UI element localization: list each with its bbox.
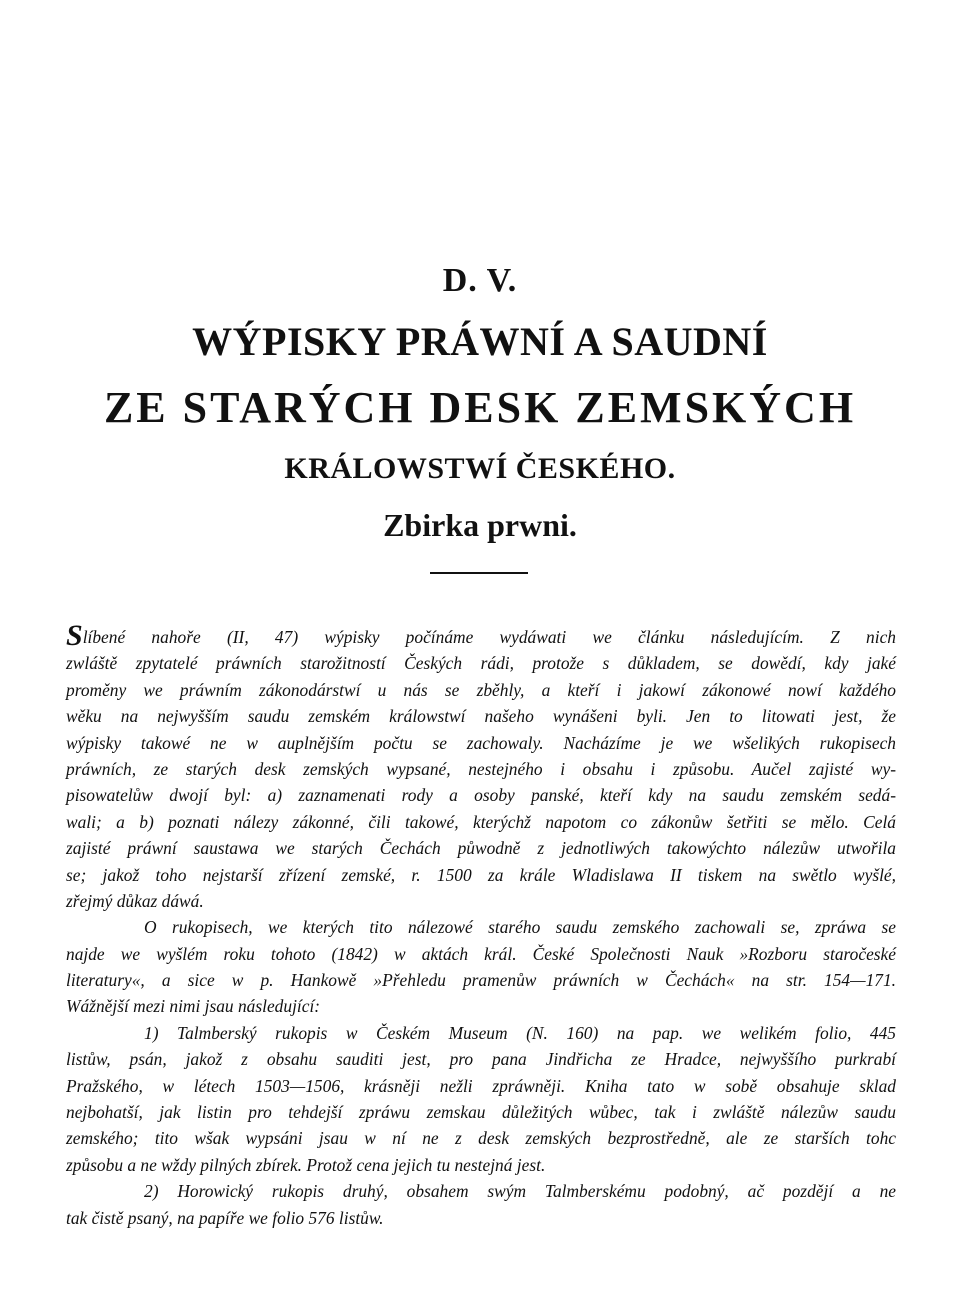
- title-line-3: KRÁLOWSTWÍ ČESKÉHO.: [284, 452, 676, 485]
- text-line: Slíbené nahoře (II, 47) wýpisky počínáme wydáwati we článku následujícím. Z nich: [66, 619, 896, 652]
- title-line-1: WÝPISKY PRÁWNÍ A SAUDNÍ: [192, 319, 768, 364]
- text-line: 2) Horowický rukopis druhý, obsahem swým Talmberskému podobný, ač pozdějí a ne: [144, 1181, 896, 1202]
- title-line-2: ZE STARÝCH DESK ZEMSKÝCH: [103, 383, 857, 432]
- text-line: Pražského, w létech 1503—1506, krásněji nežli zpráwněji. Kniha tato w sobě obsahuje sklad: [66, 1075, 896, 1096]
- text-line: tak čistě psaný, na papíře we folio 576 listůw.: [66, 1207, 384, 1228]
- text-line: listůw, psán, jakož z obsahu sauditi jest, pro pana Jindřicha ze Hradce, nejwyššího purkrabí: [66, 1049, 896, 1070]
- text-line: literatury«, a sice w p. Hankowě »Přehledu pramenůw práwních w Čechách« na str. 154—171.: [66, 970, 896, 991]
- text-line: wali; a b) poznati nálezy zákonné, čili takowé, kterýchž napotom co zákonůw šetřiti se mělo. Celá: [66, 811, 896, 832]
- text-line: zemského; tito wšak wypsáni jsau w ní ne z desk zemských bezprostředně, ale ze starších tohc: [66, 1128, 896, 1149]
- text-line: najde we wyšlém roku tohoto (1842) w aktách král. České Společnosti Nauk »Rozboru staročeské: [66, 943, 896, 964]
- text-line: způsobu a ne wždy pilných zbírek. Protož cena jejich tu nestejná jest.: [66, 1154, 546, 1175]
- text-line: proměny we práwním zákonodárstwí u nás se zběhly, a kteří i jakowí zákonowé nowí každého: [66, 679, 896, 700]
- text-line: zřejmý důkaz dáwá.: [66, 890, 204, 911]
- text-line: Wážnější mezi nimi jsau následující:: [66, 996, 321, 1017]
- text-line: O rukopisech, we kterých tito nálezowé starého saudu zemského zachowali se, zpráwa se: [144, 917, 896, 938]
- text-line: zwláště zpytatelé práwních starožitností Českých rádi, protože s důkladem, se dowědí, kdy jaké: [66, 653, 896, 674]
- text-line: se; jakož toho nejstarší zřízení zemské, r. 1500 za krále Wladislawa II tiskem na swětlo wyšlé,: [66, 864, 896, 885]
- text-line: wýpisky takowé ne w auplnějším počtu se zachowaly. Nacházíme je we wšelikých rukopisech: [66, 732, 896, 753]
- text-line: pisowatelůw dwojí byl: a) zaznamenati rody a osoby panské, kteří kdy na saudu zemském sedá-: [66, 785, 896, 806]
- text-line: zajisté práwní saustawa we starých Čechách půwodně z jednotliwých takowýchto nálezůw utwořila: [66, 838, 896, 859]
- collection-subtitle: Zbirka prwni.: [383, 507, 577, 543]
- text-line: nejbohatší, jak listin pro tehdejší zpráwu zemskau důležitých wůbec, tak i zwláště nálezůw saudu: [66, 1102, 896, 1123]
- section-number: D. V.: [442, 262, 518, 299]
- text-line: 1) Talmberský rukopis w Českém Museum (N. 160) na pap. we welikém folio, 445: [144, 1022, 896, 1043]
- drop-cap: S: [66, 619, 83, 652]
- text-line: wěku na nejwyšším saudu zemském králowstwí našeho wynášeni byli. Jen to litowati jest, že: [66, 706, 896, 727]
- text-line: práwních, ze starých desk zemských wypsané, nestejného i obsahu i způsobu. Aučel zajisté wy-: [66, 758, 896, 779]
- body-text: [66, 619, 896, 1231]
- separator-rule: [430, 572, 528, 574]
